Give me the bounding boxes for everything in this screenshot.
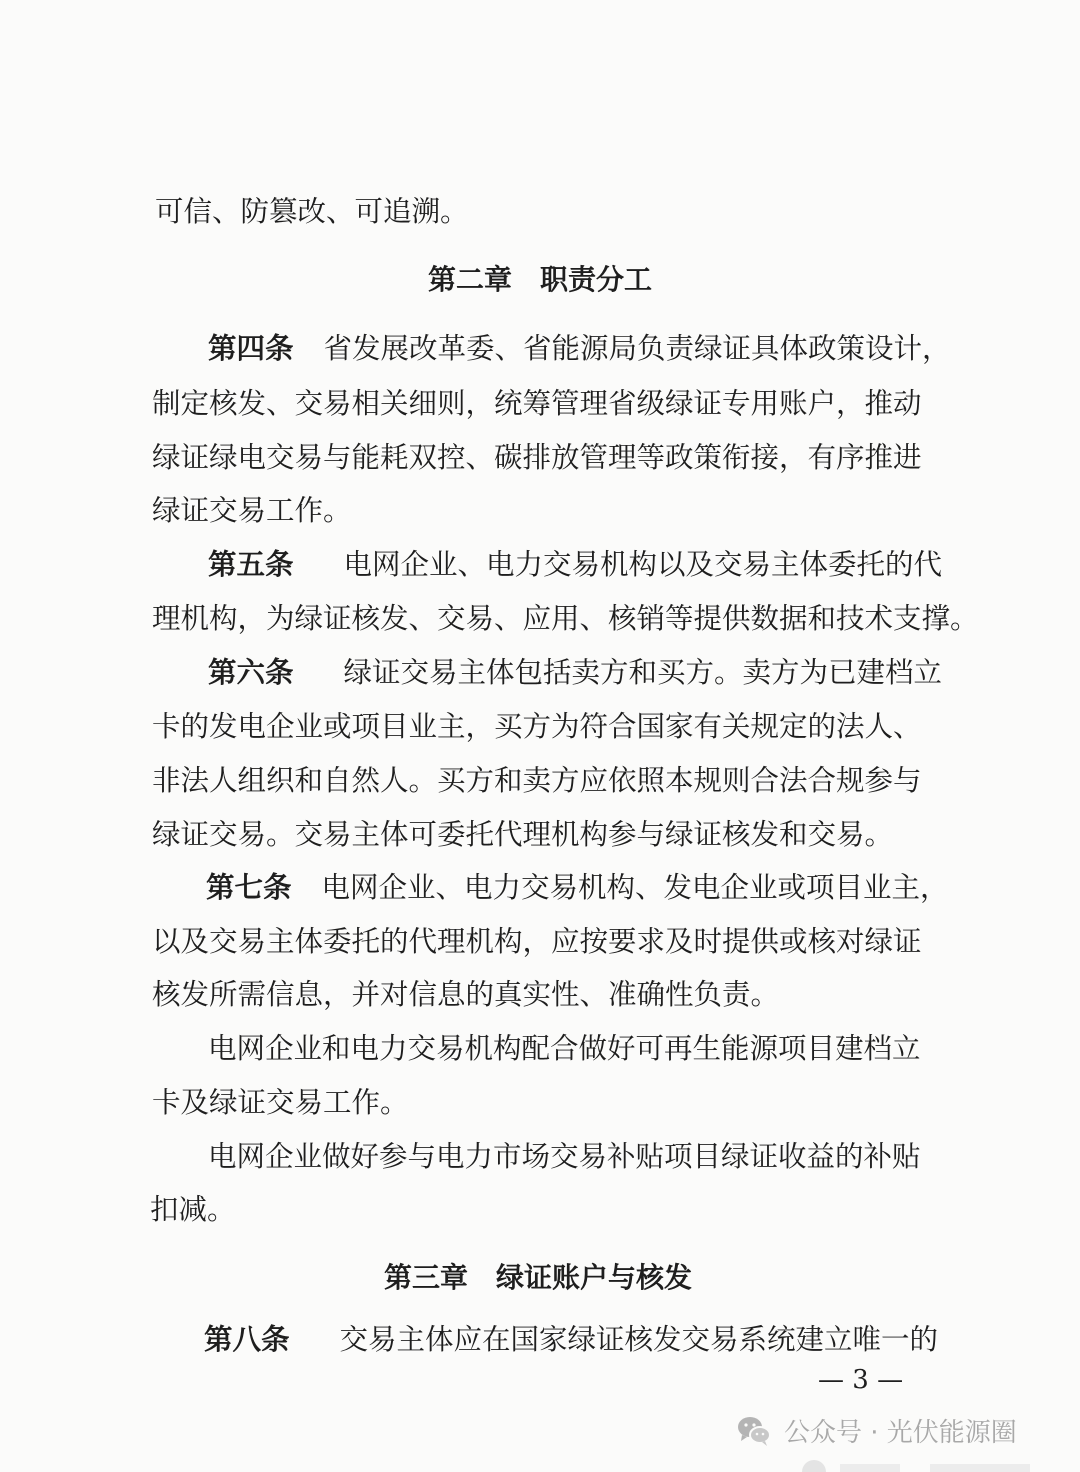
text-line: 省发展改革委、省能源局负责绿证具体政策设计， [323, 332, 951, 365]
article-4-first-line [208, 329, 951, 369]
text-line: 绿证交易主体包括卖方和买方。卖方为已建档立 [343, 656, 942, 689]
watermark-ghost [800, 1458, 1060, 1472]
page-number: — 3 — [818, 1365, 904, 1395]
text-line: 卡的发电企业或项目业主，买方为符合国家有关规定的法人、 [152, 710, 922, 743]
wechat-icon [734, 1410, 774, 1450]
article-8-first-line [204, 1320, 938, 1360]
watermark [734, 1408, 1017, 1452]
text-line: 理机构，为绿证核发、交易、应用、核销等提供数据和技术支撑。 [152, 602, 979, 635]
watermark-text: 公众号 · 光伏能源圈 [784, 1417, 1017, 1448]
article-4-label: 第四条 [208, 332, 294, 365]
text-line: 可信、防篡改、可追溯。 [155, 195, 469, 228]
text-line: 电网企业做好参与电力市场交易补贴项目绿证收益的补贴 [208, 1140, 921, 1173]
chapter-heading-2: 第二章 职责分工 [427, 263, 652, 296]
text-line: 电网企业、电力交易机构以及交易主体委托的代 [343, 548, 942, 581]
text-line: 非法人组织和自然人。买方和卖方应依照本规则合法合规参与 [152, 764, 922, 797]
article-7-first-line [206, 868, 949, 908]
article-7-label: 第七条 [206, 871, 292, 904]
article-6-label: 第六条 [208, 656, 294, 689]
text-line: 电网企业、电力交易机构、发电企业或项目业主， [321, 871, 949, 904]
text-line: 核发所需信息，并对信息的真实性、准确性负责。 [152, 978, 780, 1011]
text-line: 电网企业和电力交易机构配合做好可再生能源项目建档立 [208, 1032, 921, 1065]
article-6-first-line [208, 653, 942, 693]
text-line: 卡及绿证交易工作。 [152, 1086, 409, 1119]
text-line: 制定核发、交易相关细则，统筹管理省级绿证专用账户，推动 [152, 387, 922, 420]
chapter-heading-3: 第三章 绿证账户与核发 [383, 1261, 692, 1294]
text-line: 绿证绿电交易与能耗双控、碳排放管理等政策衔接，有序推进 [152, 441, 922, 474]
article-5-first-line [208, 545, 942, 585]
text-line: 绿证交易工作。 [152, 494, 352, 527]
article-5-label: 第五条 [208, 548, 294, 581]
text-line: 扣减。 [150, 1193, 236, 1226]
text-line: 以及交易主体委托的代理机构，应按要求及时提供或核对绿证 [152, 925, 922, 958]
text-line: 绿证交易。交易主体可委托代理机构参与绿证核发和交易。 [152, 818, 894, 851]
article-8-label: 第八条 [204, 1323, 290, 1356]
text-line: 交易主体应在国家绿证核发交易系统建立唯一的 [339, 1323, 938, 1356]
